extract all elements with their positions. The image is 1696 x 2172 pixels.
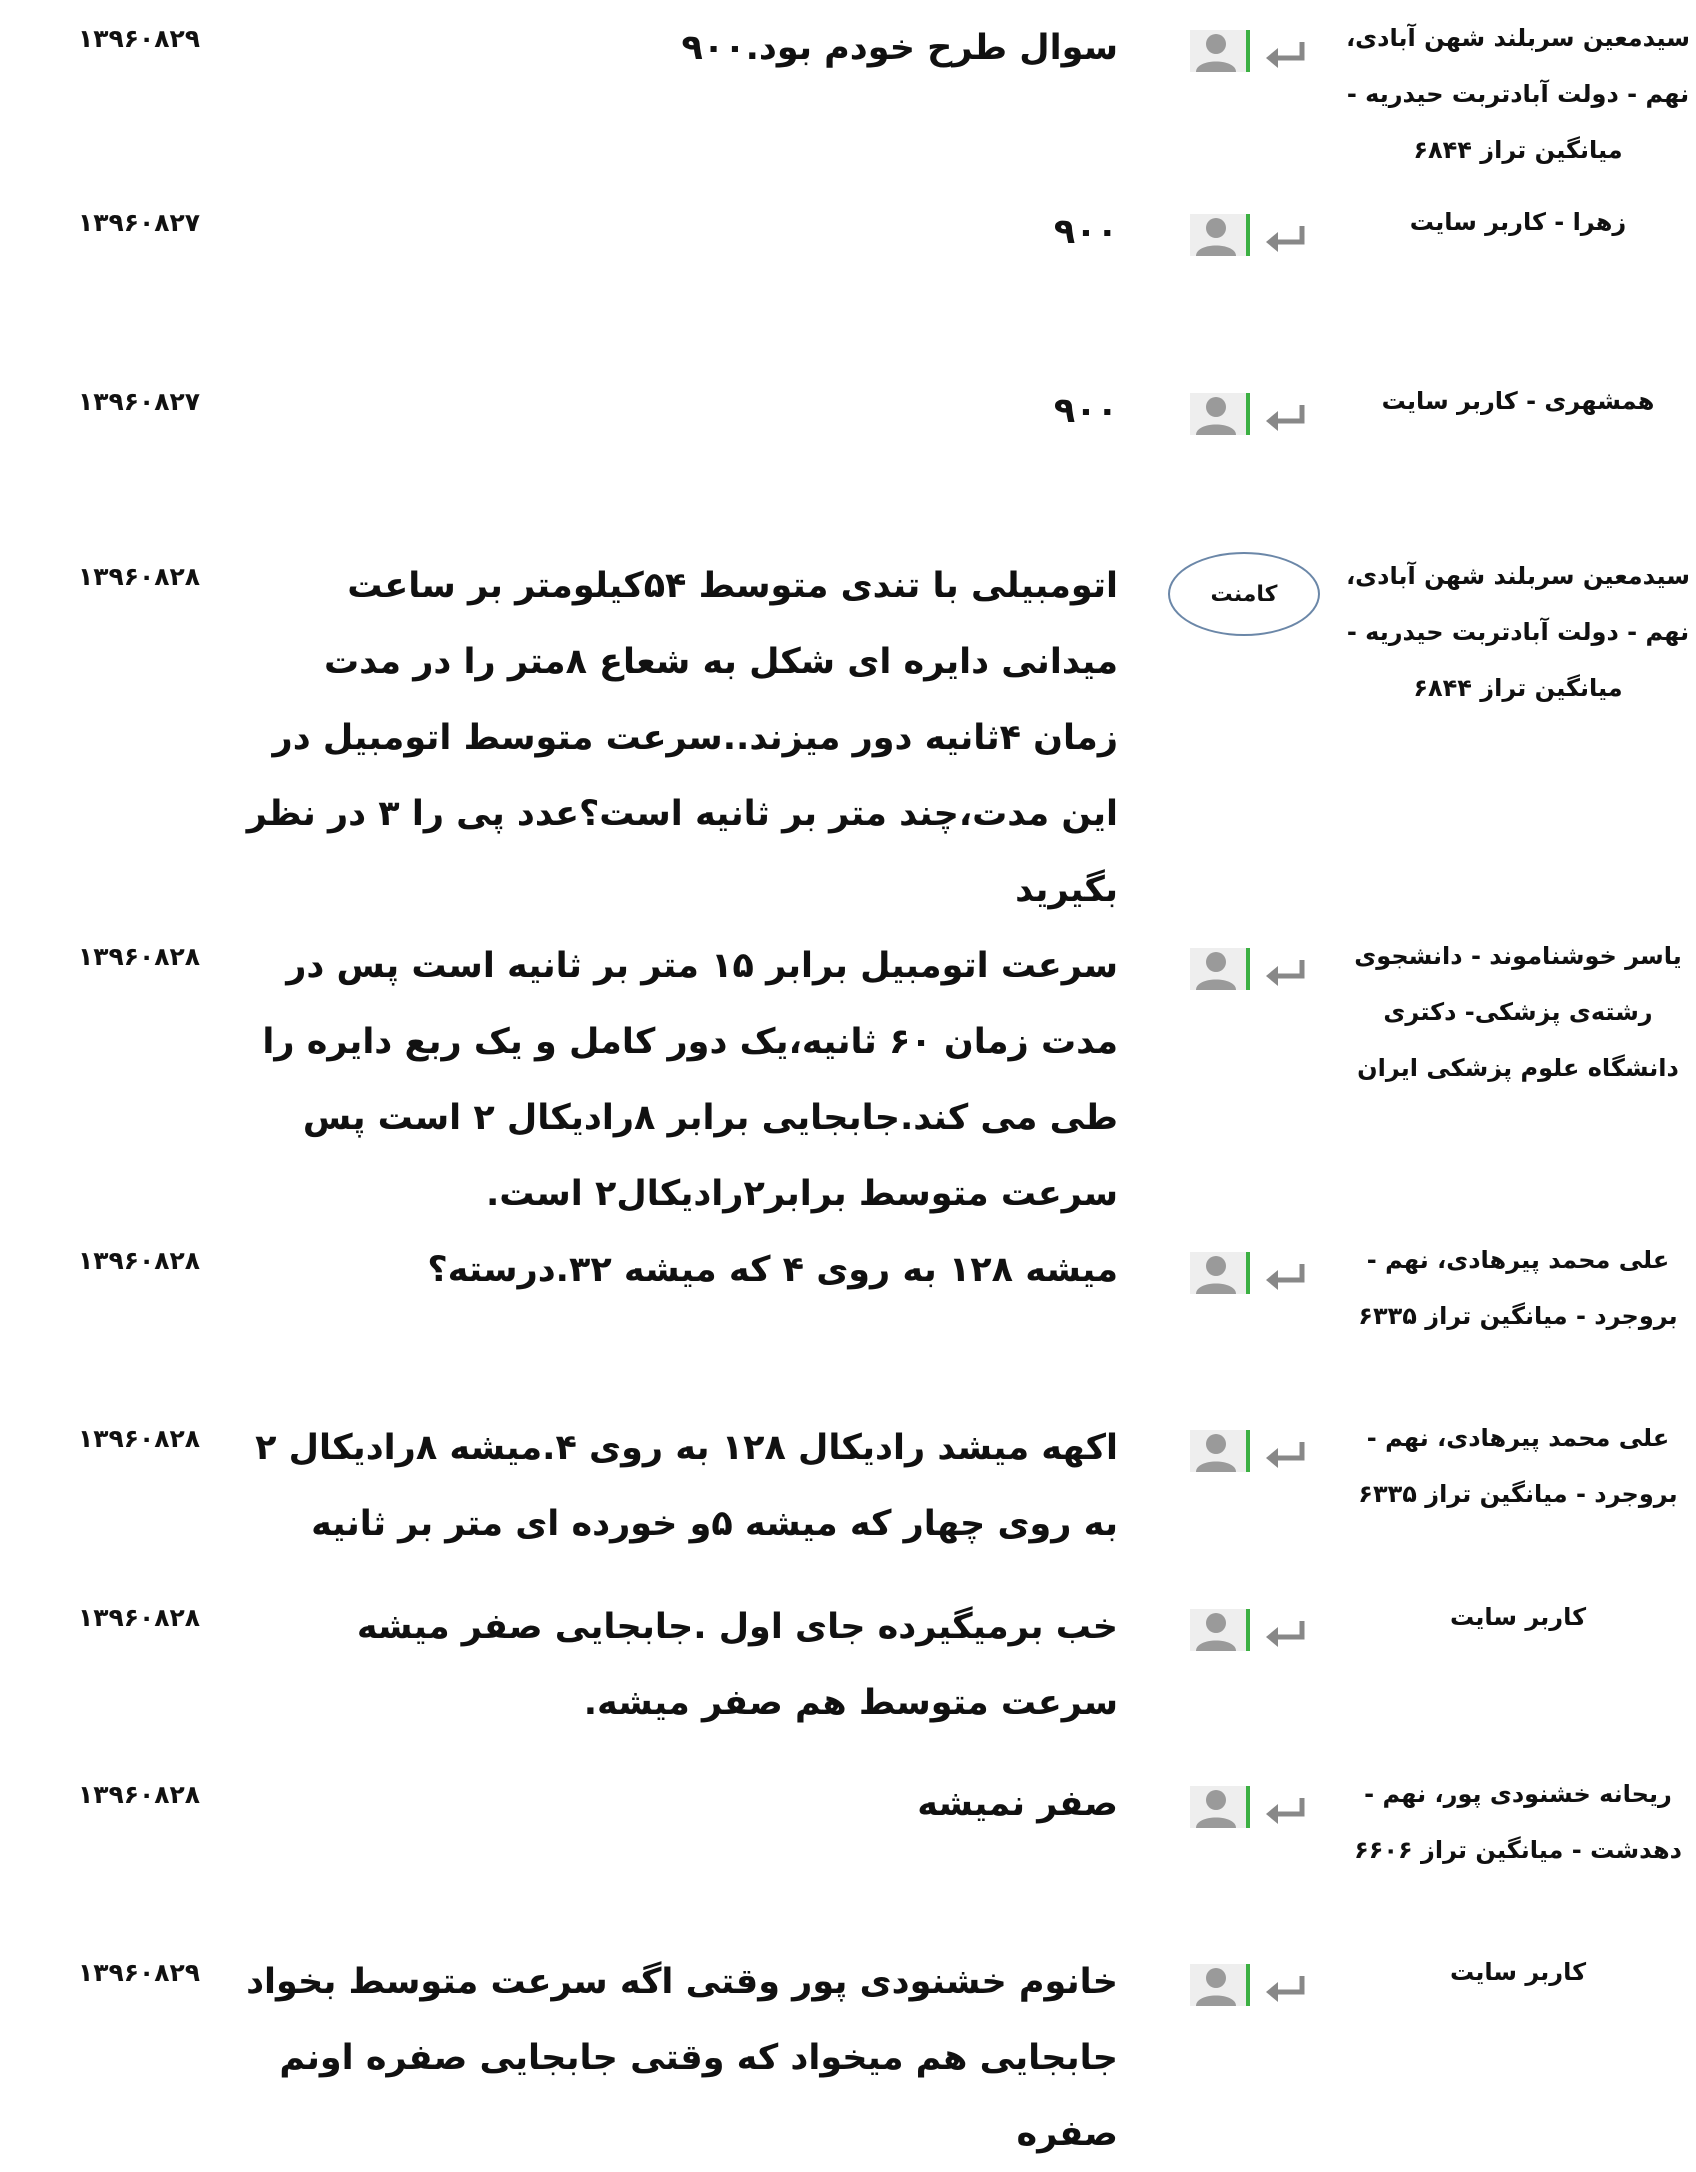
comment-text: سرعت اتومبیل برابر ۱۵ متر بر ثانیه است پس در مدت زمان ۶۰ ثانیه،یک دور کامل و یک ربع دایره را طی می کند.جابجایی برابر ۸رادیکال ۲ است پس سرعت متوسط برابر۲رادیکال۲ است. — [262, 946, 1118, 1214]
comment-author[interactable]: سیدمعین سربلند شهن آبادی، نهم - دولت آبادتربت حیدریه - میانگین تراز ۶۸۴۴ — [1346, 24, 1690, 164]
user-avatar-icon[interactable] — [1190, 1786, 1250, 1828]
comment-text: اتومبیلی با تندی متوسط ۵۴کیلومتر بر ساعت میدانی دایره ای شکل به شعاع ۸متر را در مدت زمان ۴ثانیه دور میزند..سرعت متوسط اتومبیل در این مدت،چند متر بر ثانیه است؟عدد پی را ۳ در نظر بگیرید — [246, 566, 1118, 910]
comment-text: خانوم خشنودی پور وقتی اگه سرعت متوسط بخواد جابجایی هم میخواد که وقتی جابجایی صفره اونم صفره — [246, 1962, 1118, 2154]
comment-row — [0, 1766, 1696, 1944]
comment-row — [0, 928, 1696, 1232]
comment-text: صفر نمیشه — [917, 1784, 1118, 1824]
comment-author[interactable]: ریحانه خشنودی پور، نهم - دهدشت - میانگین تراز ۶۶۰۶ — [1354, 1780, 1682, 1864]
comment-row — [0, 548, 1696, 928]
comment-date: ۱۳۹۶۰۸۲۸ — [78, 1603, 201, 1632]
comment-author[interactable]: یاسر خوشناموند - دانشجوی رشته‌ی پزشکی- دکتری دانشگاه علوم پزشکی ایران — [1354, 942, 1682, 1082]
comment-text: سوال طرح خودم بود.۹۰۰ — [681, 28, 1118, 68]
comment-date: ۱۳۹۶۰۸۲۸ — [78, 942, 201, 971]
reply-arrow-icon[interactable] — [1262, 1260, 1306, 1290]
comment-row — [0, 1410, 1696, 1589]
comment-date: ۱۳۹۶۰۸۲۷ — [78, 208, 201, 237]
comment-author[interactable]: کاربر سایت — [1449, 1958, 1587, 1986]
comment-author[interactable]: همشهری - کاربر سایت — [1381, 387, 1655, 415]
reply-arrow-icon[interactable] — [1262, 1617, 1306, 1647]
comment-date: ۱۳۹۶۰۸۲۸ — [78, 1246, 201, 1275]
user-avatar-icon[interactable] — [1190, 1430, 1250, 1472]
user-avatar-icon[interactable] — [1190, 1964, 1250, 2006]
comment-button[interactable]: کامنت — [1168, 552, 1320, 636]
comment-list — [0, 10, 1696, 2172]
user-avatar-icon[interactable] — [1190, 393, 1250, 435]
comment-text: اکهه میشد رادیکال ۱۲۸ به روی ۴.میشه ۸رادیکال ۲ به روی چهار که میشه ۵و خورده ای متر بر ثانیه — [255, 1428, 1118, 1544]
reply-arrow-icon[interactable] — [1262, 956, 1306, 986]
user-avatar-icon[interactable] — [1190, 1609, 1250, 1651]
reply-arrow-icon[interactable] — [1262, 222, 1306, 252]
comment-author[interactable]: سیدمعین سربلند شهن آبادی، نهم - دولت آبادتربت حیدریه - میانگین تراز ۶۸۴۴ — [1346, 562, 1690, 702]
comment-text: ۹۰۰ — [1053, 212, 1118, 252]
comment-date: ۱۳۹۶۰۸۲۹ — [78, 1958, 201, 1987]
comment-row — [0, 1232, 1696, 1410]
comment-author[interactable]: زهرا - کاربر سایت — [1409, 208, 1627, 236]
reply-arrow-icon[interactable] — [1262, 38, 1306, 68]
comment-date: ۱۳۹۶۰۸۲۷ — [78, 387, 201, 416]
comment-author[interactable]: علی محمد پیرهادی، نهم - بروجرد - میانگین تراز ۶۳۳۵ — [1358, 1246, 1678, 1330]
reply-arrow-icon[interactable] — [1262, 1972, 1306, 2002]
comment-author[interactable]: کاربر سایت — [1449, 1603, 1587, 1631]
reply-arrow-icon[interactable] — [1262, 1438, 1306, 1468]
comment-date: ۱۳۹۶۰۸۲۸ — [78, 1780, 201, 1809]
comment-text: ۹۰۰ — [1053, 391, 1118, 431]
user-avatar-icon[interactable] — [1190, 30, 1250, 72]
user-avatar-icon[interactable] — [1190, 1252, 1250, 1294]
comment-row — [0, 10, 1696, 194]
user-avatar-icon[interactable] — [1190, 214, 1250, 256]
comment-row — [0, 373, 1696, 548]
user-avatar-icon[interactable] — [1190, 948, 1250, 990]
comment-text: خب برمیگیرده جای اول .جابجایی صفر میشه سرعت متوسط هم صفر میشه. — [356, 1607, 1118, 1723]
comment-row — [0, 194, 1696, 373]
comment-author[interactable]: علی محمد پیرهادی، نهم - بروجرد - میانگین تراز ۶۳۳۵ — [1358, 1424, 1678, 1508]
comment-row — [0, 1944, 1696, 2172]
comment-row — [0, 1589, 1696, 1766]
comment-date: ۱۳۹۶۰۸۲۹ — [78, 24, 201, 53]
comment-date: ۱۳۹۶۰۸۲۸ — [78, 562, 201, 591]
comment-date: ۱۳۹۶۰۸۲۸ — [78, 1424, 201, 1453]
comment-text: میشه ۱۲۸ به روی ۴ که میشه ۳۲.درسته؟ — [427, 1250, 1118, 1290]
reply-arrow-icon[interactable] — [1262, 401, 1306, 431]
reply-arrow-icon[interactable] — [1262, 1794, 1306, 1824]
